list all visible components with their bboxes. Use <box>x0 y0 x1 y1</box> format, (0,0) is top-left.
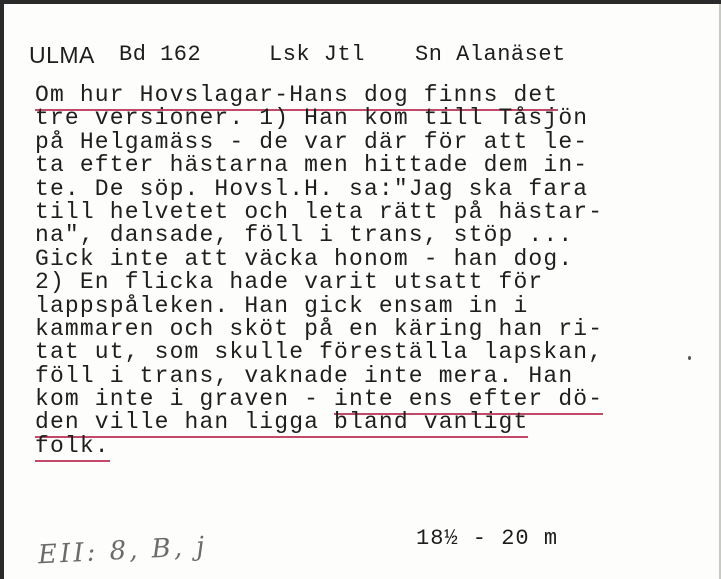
text-line-10: lappspåleken. Han gick ensam in i <box>35 292 529 319</box>
measurement: 18½ - 20 m <box>416 526 559 551</box>
text-line-5: te. De söp. Hovsl.H. sa:"Jag ska fara <box>35 175 589 202</box>
text-line-2: tre versioner. 1) Han kom till Tåsjön <box>35 105 589 132</box>
text-line-16 <box>35 432 685 459</box>
text-line-8: Gick inte att väcka honom - han dog. <box>35 245 574 272</box>
text-line-12: tat ut, som skulle föreställa lapskan, <box>35 339 604 366</box>
handwritten-note: EII: 8, B, j <box>37 531 208 571</box>
text-line-14-plain: kom inte i graven - <box>35 386 335 413</box>
text-line-13: föll i trans, vaknade inte mera. Han <box>35 362 574 389</box>
text-line-3: på Helgamäss - de var där för att le- <box>35 128 589 155</box>
underlined-phrase: Om hur Hovslagar-Hans dog finns det <box>35 82 558 111</box>
text-line-14 <box>35 388 685 411</box>
text-line-6: till helvetet och leta rätt på hästar- <box>35 198 604 225</box>
text-line-11: kammaren och sköt på en käring han ri- <box>35 315 604 342</box>
text-line-9: 2) En flicka hade varit utsatt för <box>35 269 544 296</box>
text-line-1 <box>35 84 685 107</box>
text-line-15 <box>35 411 685 434</box>
archive-code: ULMA <box>29 42 95 68</box>
underlined-phrase: den ville han ligga bland vanligt <box>35 409 528 438</box>
underlined-phrase: inte ens efter dö- <box>334 386 603 415</box>
parish-code: Lsk Jtl <box>269 42 365 67</box>
village-name: Sn Alanäset <box>415 42 566 67</box>
text-line-4: ta efter hästarna men hittade dem in- <box>35 152 589 179</box>
underlined-phrase: folk. <box>35 433 110 462</box>
volume-reference: Bd 162 <box>119 42 202 67</box>
text-line-7: na", dansade, föll i trans, stöp ... <box>35 222 574 249</box>
record-text <box>35 84 685 458</box>
ink-speck <box>688 356 691 360</box>
